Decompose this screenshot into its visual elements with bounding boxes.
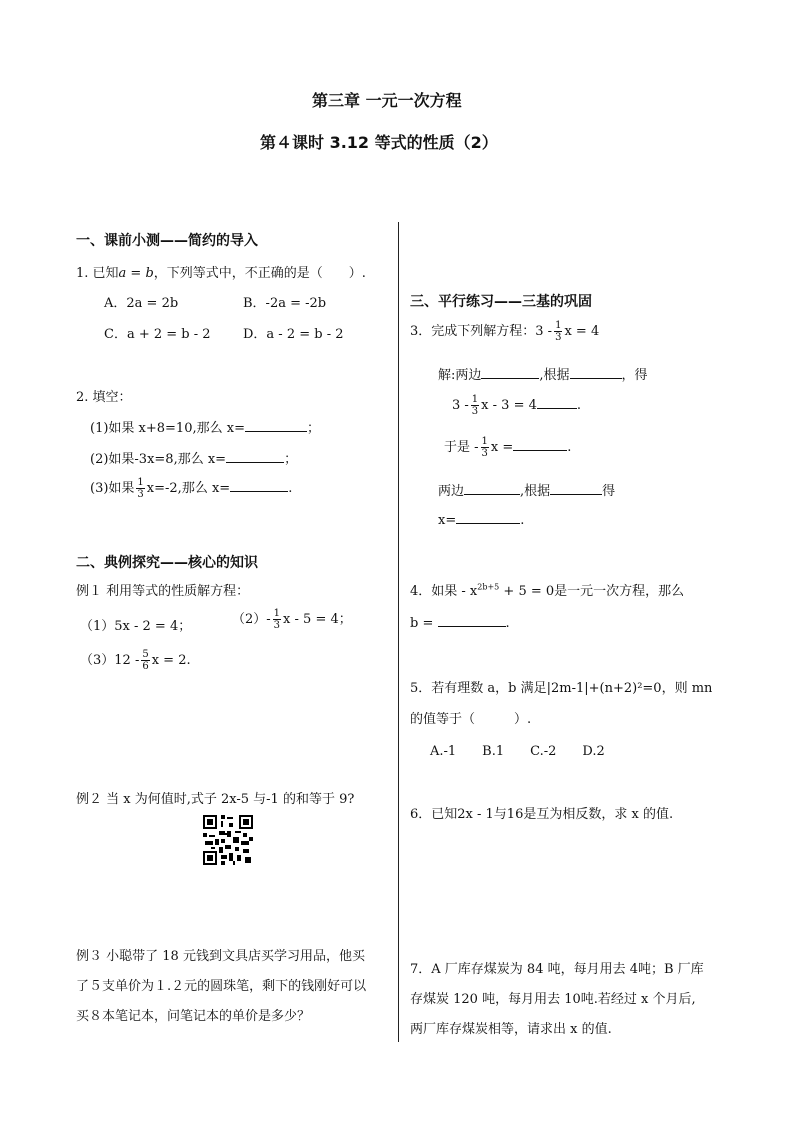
blank bbox=[245, 419, 307, 432]
blank bbox=[456, 511, 520, 524]
ex1-p3-a: （3）12 - bbox=[80, 653, 140, 668]
ex1-p2-b: x - 5 = 4； bbox=[283, 612, 352, 627]
q3-l1-b: ,根据 bbox=[539, 368, 570, 383]
q3-l5-a: x= bbox=[438, 513, 457, 528]
q4-line2-end: . bbox=[505, 616, 510, 631]
fraction bbox=[554, 320, 562, 343]
example-1-part-3 bbox=[80, 649, 191, 672]
q2-item3-end: . bbox=[288, 481, 293, 496]
example-3-line-1: 例３ 小聪带了 18 元钱到文具店买学习用品，他买 bbox=[76, 949, 365, 964]
question-5-line-2: 的值等于（ ）. bbox=[410, 712, 532, 727]
example-3-line-3: 买８本笔记本，问笔记本的单价是多少？ bbox=[76, 1009, 311, 1024]
frac-den: 6 bbox=[142, 661, 149, 672]
frac-num: 1 bbox=[471, 394, 479, 405]
frac-num: 1 bbox=[273, 608, 281, 619]
q3-l3-a: 于是 - bbox=[444, 440, 479, 455]
question-4-line-2 bbox=[410, 614, 510, 631]
q3-line-2 bbox=[452, 394, 581, 417]
q1-option-c: C．a + 2 = b - 2 bbox=[104, 327, 211, 342]
chapter-title: 第三章 一元一次方程 bbox=[312, 91, 462, 110]
q2-item1-end: ； bbox=[306, 421, 320, 436]
example-3-line-2: 了５支单价为１.２元的圆珠笔，剩下的钱刚好可以 bbox=[76, 979, 367, 994]
q1-stem-b: ，下列等式中，不正确的是（ ）. bbox=[153, 266, 366, 281]
fraction bbox=[273, 608, 281, 631]
question-7-line-1: 7．A 厂库存煤炭为 84 吨，每月用去 4吨；B 厂库 bbox=[410, 962, 704, 977]
fraction bbox=[471, 394, 479, 417]
frac-den: 3 bbox=[471, 406, 479, 417]
question-5-options: A.-1 B.1 C.-2 D.2 bbox=[430, 744, 605, 759]
q3-l3-b: x = bbox=[490, 440, 514, 455]
q2-item2-end: ； bbox=[284, 452, 298, 467]
q4-line1-a: 4．如果 - x bbox=[410, 584, 478, 599]
example-1-part-1: （1）5x - 2 = 4； bbox=[80, 619, 192, 634]
section-heading-1: 一、课前小测——简约的导入 bbox=[76, 233, 258, 249]
q2-item1-text: (1)如果 x+8=10,那么 x= bbox=[90, 421, 245, 436]
frac-den: 3 bbox=[555, 332, 562, 343]
example-2: 例２ 当 x 为何值时,式子 2x-5 与-1 的和等于 9? bbox=[76, 792, 355, 807]
frac-den: 3 bbox=[481, 448, 488, 459]
question-7-line-2: 存煤炭 120 吨，每月用去 10吨.若经过 x 个月后, bbox=[410, 992, 696, 1007]
q2-item2-text: (2)如果-3x=8,那么 x= bbox=[90, 452, 227, 467]
q2-item-1 bbox=[90, 417, 320, 436]
q1-stem-eq: a = b bbox=[118, 266, 154, 281]
fraction bbox=[141, 649, 149, 672]
question-7-line-3: 两厂库存煤炭相等，请求出 x 的值. bbox=[410, 1022, 612, 1037]
q2-item-2 bbox=[90, 448, 297, 467]
blank bbox=[230, 479, 288, 492]
frac-num: 1 bbox=[481, 436, 488, 447]
question-5-line-1: 5．若有理数 a，b 满足|2m-1|+(n+2)²=0，则 mn bbox=[410, 681, 713, 696]
q3-line-4 bbox=[438, 480, 615, 499]
section-heading-2: 二、典例探究——核心的知识 bbox=[76, 555, 258, 571]
q3-l1-a: 解:两边 bbox=[438, 368, 482, 383]
q1-option-a: A．2a = 2b bbox=[104, 296, 179, 311]
q4-line1-b: + 5 = 0是一元一次方程，那么 bbox=[499, 584, 685, 599]
q2-item-3 bbox=[90, 477, 292, 500]
frac-den: 3 bbox=[137, 489, 144, 500]
example-1-part-2 bbox=[232, 608, 352, 631]
q3-l4-c: 得 bbox=[602, 484, 616, 499]
blank bbox=[226, 450, 284, 463]
q3-l2-a: 3 - bbox=[452, 398, 469, 413]
q4-line2-a: b = bbox=[410, 616, 434, 631]
blank bbox=[513, 438, 567, 451]
ex1-p3-b: x = 2. bbox=[151, 653, 191, 668]
frac-num: 1 bbox=[137, 477, 144, 488]
blank bbox=[550, 482, 602, 495]
q3-l4-b: ,根据 bbox=[520, 484, 551, 499]
fraction bbox=[481, 436, 489, 459]
q3-l3-end: . bbox=[567, 440, 572, 455]
q3-l2-b: x - 3 = 4 bbox=[481, 398, 537, 413]
q3-line-3 bbox=[444, 436, 571, 459]
blank bbox=[438, 614, 506, 627]
frac-num: 5 bbox=[142, 649, 149, 660]
blank bbox=[464, 482, 520, 495]
question-4-line-1 bbox=[410, 580, 684, 599]
q3-l1-c: ，得 bbox=[621, 368, 648, 383]
question-1-stem bbox=[76, 262, 366, 281]
question-2-stem: 2. 填空： bbox=[76, 390, 132, 405]
column-divider bbox=[398, 222, 399, 1042]
q3-line-1 bbox=[438, 364, 648, 383]
q3-l5-end: . bbox=[520, 513, 525, 528]
blank bbox=[537, 396, 577, 409]
blank bbox=[570, 366, 622, 379]
frac-num: 1 bbox=[555, 320, 562, 331]
q2-item3-b: x=-2,那么 x= bbox=[146, 481, 231, 496]
section-heading-3: 三、平行练习——三基的巩固 bbox=[410, 294, 592, 310]
q3-line-5 bbox=[438, 511, 524, 528]
q3-l4-a: 两边 bbox=[438, 484, 465, 499]
frac-den: 3 bbox=[273, 620, 281, 631]
q3-stem-b: x = 4 bbox=[564, 324, 600, 339]
q2-item3-a: (3)如果 bbox=[90, 481, 135, 496]
fraction bbox=[136, 477, 144, 500]
q1-option-d: D．a - 2 = b - 2 bbox=[243, 327, 344, 342]
question-3-stem bbox=[410, 320, 599, 343]
question-6: 6．已知2x - 1与16是互为相反数，求 x 的值. bbox=[410, 807, 674, 822]
q3-l2-end: . bbox=[576, 398, 582, 413]
example-1-stem: 例１ 利用等式的性质解方程： bbox=[76, 584, 250, 599]
q4-exponent: 2b+5 bbox=[477, 582, 500, 592]
blank bbox=[481, 366, 539, 379]
qr-code-icon bbox=[203, 815, 253, 865]
q1-option-b: B．-2a = -2b bbox=[243, 296, 327, 311]
ex1-p2-a: （2）- bbox=[232, 612, 271, 627]
lesson-title: 第４课时 3.12 等式的性质（2） bbox=[260, 133, 498, 152]
q1-stem-a: 1. 已知 bbox=[76, 266, 119, 281]
q3-stem-a: 3．完成下列解方程：3 - bbox=[410, 324, 553, 339]
